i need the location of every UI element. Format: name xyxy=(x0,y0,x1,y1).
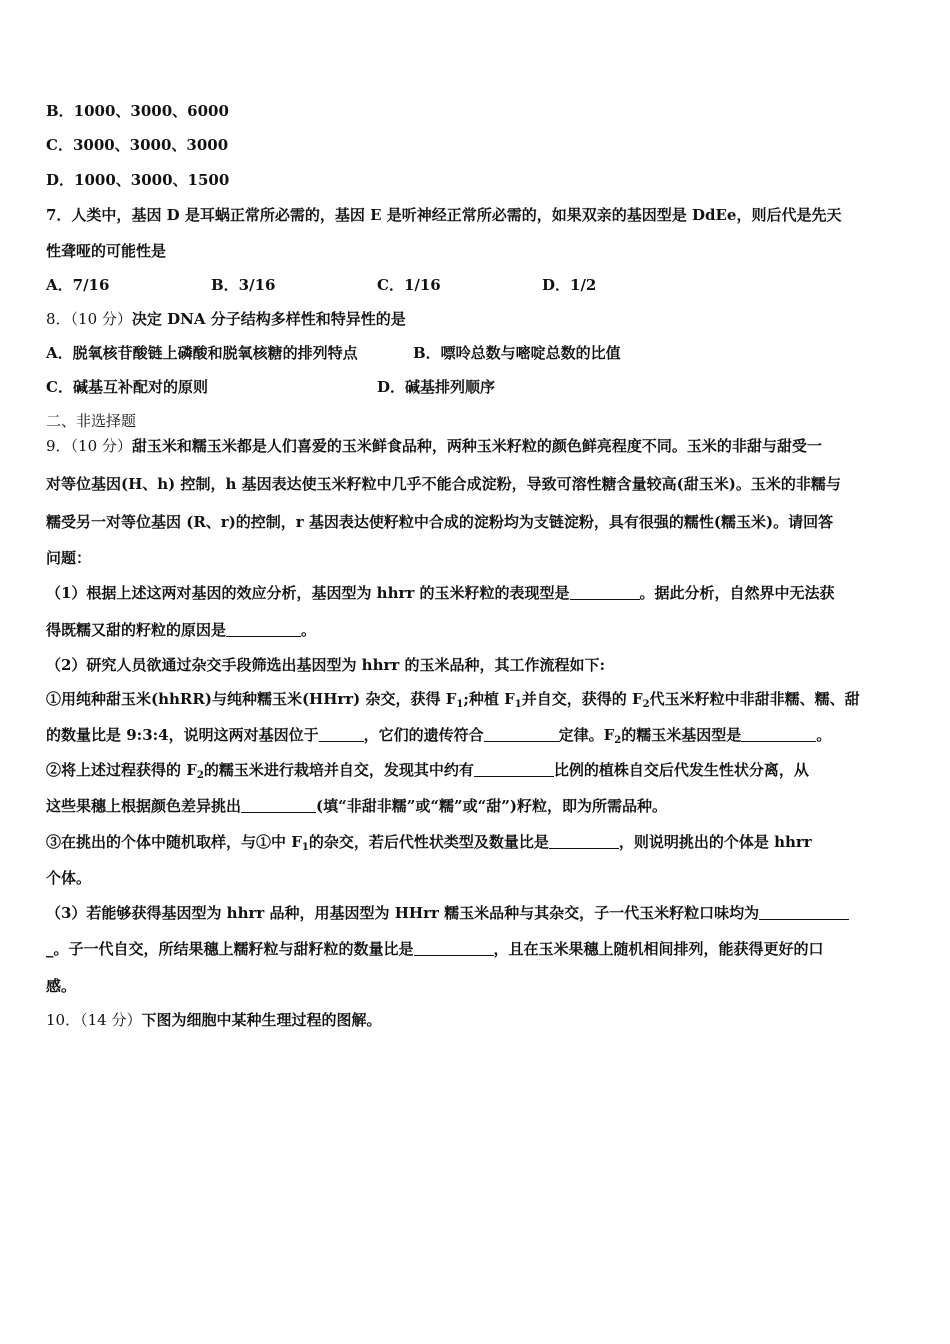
q9-part1-line2 xyxy=(46,620,316,640)
q8-option-b: B．嘌呤总数与嘧啶总数的比值 xyxy=(413,344,621,362)
q9-part3-text: _。子一代自交，所结果穗上糯籽粒与甜籽粒的数量比是 xyxy=(46,940,414,958)
q9-step1-line1 xyxy=(46,689,860,709)
q9-stem-line3: 糯受另一对等位基因 (R、r)的控制，r 基因表达使籽粒中合成的淀粉均为支链淀粉，具有很强的糯性(糯玉米)。请回答 xyxy=(46,513,834,531)
q6-option-c: C．3000、3000、3000 xyxy=(46,136,229,154)
subscript: 1 xyxy=(301,842,309,853)
answer-blank[interactable] xyxy=(414,941,494,956)
q9-step3-text: ③在挑出的个体中随机取样，与①中 F xyxy=(46,833,302,851)
q9-score: （10 分） xyxy=(70,437,132,455)
q9-step1-text: 定律。F xyxy=(558,726,615,744)
answer-blank[interactable] xyxy=(319,727,364,742)
q9-step2-text: ②将上述过程获得的 F xyxy=(46,761,197,779)
q7-stem-line2: 性聋哑的可能性是 xyxy=(46,242,167,260)
q9-step2-line2 xyxy=(46,796,667,816)
q8-stem-text: 决定 DNA 分子结构多样性和特异性的是 xyxy=(131,310,406,328)
q9-step2-text: 这些果穗上根据颜色差异挑出 xyxy=(46,797,242,815)
answer-blank[interactable] xyxy=(549,834,619,849)
section-title: 二、非选择题 xyxy=(46,412,137,430)
q6-option-d: D．1000、3000、1500 xyxy=(46,171,230,189)
q7-option-a: A．7/16 xyxy=(46,276,110,294)
q9-step1-text: ，它们的遗传符合 xyxy=(363,726,484,744)
q9-step2-text: 的糯玉米进行栽培并自交，发现其中约有 xyxy=(203,761,474,779)
q9-step1-text: ①用纯种甜玉米(hhRR)与纯种糯玉米(HHrr) 杂交，获得 F xyxy=(46,690,457,708)
q8-option-d: D．碱基排列顺序 xyxy=(377,378,496,396)
q9-part2-intro: （2）研究人员欲通过杂交手段筛选出基因型为 hhrr 的玉米品种，其工作流程如下: xyxy=(46,656,606,674)
answer-blank[interactable] xyxy=(741,727,816,742)
subscript: 1 xyxy=(514,699,522,710)
q9-part3-line3: 感。 xyxy=(46,977,77,995)
q9-part3-line2 xyxy=(46,939,824,959)
q9-step3-line1 xyxy=(46,832,812,852)
subscript: 2 xyxy=(614,735,622,746)
q9-step2-text: (填“非甜非糯”或“糯”或“甜”)籽粒，即为所需品种。 xyxy=(316,797,667,815)
q9-step1-text: 并自交，获得的 F xyxy=(521,690,643,708)
q7-option-d: D．1/2 xyxy=(542,276,597,294)
q10-number: 10． xyxy=(46,1011,81,1029)
q10-score: （14 分） xyxy=(80,1011,142,1029)
q8-score: （10 分） xyxy=(70,310,132,328)
q9-step2-line1 xyxy=(46,760,809,780)
subscript: 2 xyxy=(642,699,650,710)
q9-step1-text: 的糯玉米基因型是 xyxy=(621,726,742,744)
answer-blank[interactable] xyxy=(241,798,316,813)
q9-step1-text: 。 xyxy=(816,726,832,744)
answer-blank[interactable] xyxy=(226,622,301,637)
subscript: 1 xyxy=(456,699,464,710)
q9-part1-text: 。 xyxy=(301,621,317,639)
q9-step1-text: ;种植 F xyxy=(463,690,515,708)
q9-step2-text: 比例的植株自交后代发生性状分离，从 xyxy=(553,761,809,779)
q9-step1-line2 xyxy=(46,725,831,745)
q7-option-b: B．3/16 xyxy=(211,276,276,294)
q9-step1-text: 的数量比是 9:3:4，说明这两对基因位于 xyxy=(46,726,319,744)
q9-part1-line1 xyxy=(46,583,835,603)
q9-stem-line4: 问题： xyxy=(46,549,92,567)
q7-option-c: C．1/16 xyxy=(377,276,441,294)
answer-blank[interactable] xyxy=(484,727,559,742)
q9-step3-line2: 个体。 xyxy=(46,869,92,887)
q9-stem-line2: 对等位基因(H、h) 控制，h 基因表达使玉米籽粒中几乎不能合成淀粉，导致可溶性糖含量较高(甜玉米)。玉米的非糯与 xyxy=(46,475,841,493)
q9-text: 甜玉米和糯玉米都是人们喜爱的玉米鲜食品种，两种玉米籽粒的颜色鲜亮程度不同。玉米的非甜与甜受一 xyxy=(131,437,822,455)
subscript: 2 xyxy=(196,770,204,781)
q9-part3-line1 xyxy=(46,903,849,923)
q9-part1-text: （1）根据上述这两对基因的效应分析，基因型为 hhrr 的玉米籽粒的表现型是 xyxy=(46,584,570,602)
q8-option-a: A．脱氧核苷酸链上磷酸和脱氧核糖的排列特点 xyxy=(46,344,358,362)
q9-step3-text: ，则说明挑出的个体是 hhrr xyxy=(618,833,812,851)
q7-stem-line1: 7．人类中，基因 D 是耳蜗正常所必需的，基因 E 是听神经正常所必需的，如果双亲的基因型是 DdEe，则后代是先天 xyxy=(46,206,842,224)
q9-part1-text: 得既糯又甜的籽粒的原因是 xyxy=(46,621,227,639)
q9-step1-text: 代玉米籽粒中非甜非糯、糯、甜 xyxy=(649,690,860,708)
q9-stem-line1 xyxy=(46,436,822,456)
answer-blank[interactable] xyxy=(474,762,554,777)
q9-part1-text: 。据此分析，自然界中无法获 xyxy=(639,584,835,602)
q8-option-c: C．碱基互补配对的原则 xyxy=(46,378,208,396)
q10-stem-text: 下图为细胞中某种生理过程的图解。 xyxy=(141,1011,382,1029)
answer-blank[interactable] xyxy=(759,905,849,920)
q9-step3-text: 的杂交，若后代性状类型及数量比是 xyxy=(308,833,549,851)
q8-number: 8． xyxy=(46,310,71,328)
q9-part3-text: （3）若能够获得基因型为 hhrr 品种，用基因型为 HHrr 糯玉米品种与其杂交，子一代玉米籽粒口味均为 xyxy=(46,904,760,922)
q10-stem xyxy=(46,1010,381,1030)
q6-option-b: B．1000、3000、6000 xyxy=(46,102,229,120)
q9-number: 9． xyxy=(46,437,71,455)
answer-blank[interactable] xyxy=(570,585,640,600)
q8-stem xyxy=(46,309,406,329)
q9-part3-text: ，且在玉米果穗上随机相间排列，能获得更好的口 xyxy=(493,940,824,958)
